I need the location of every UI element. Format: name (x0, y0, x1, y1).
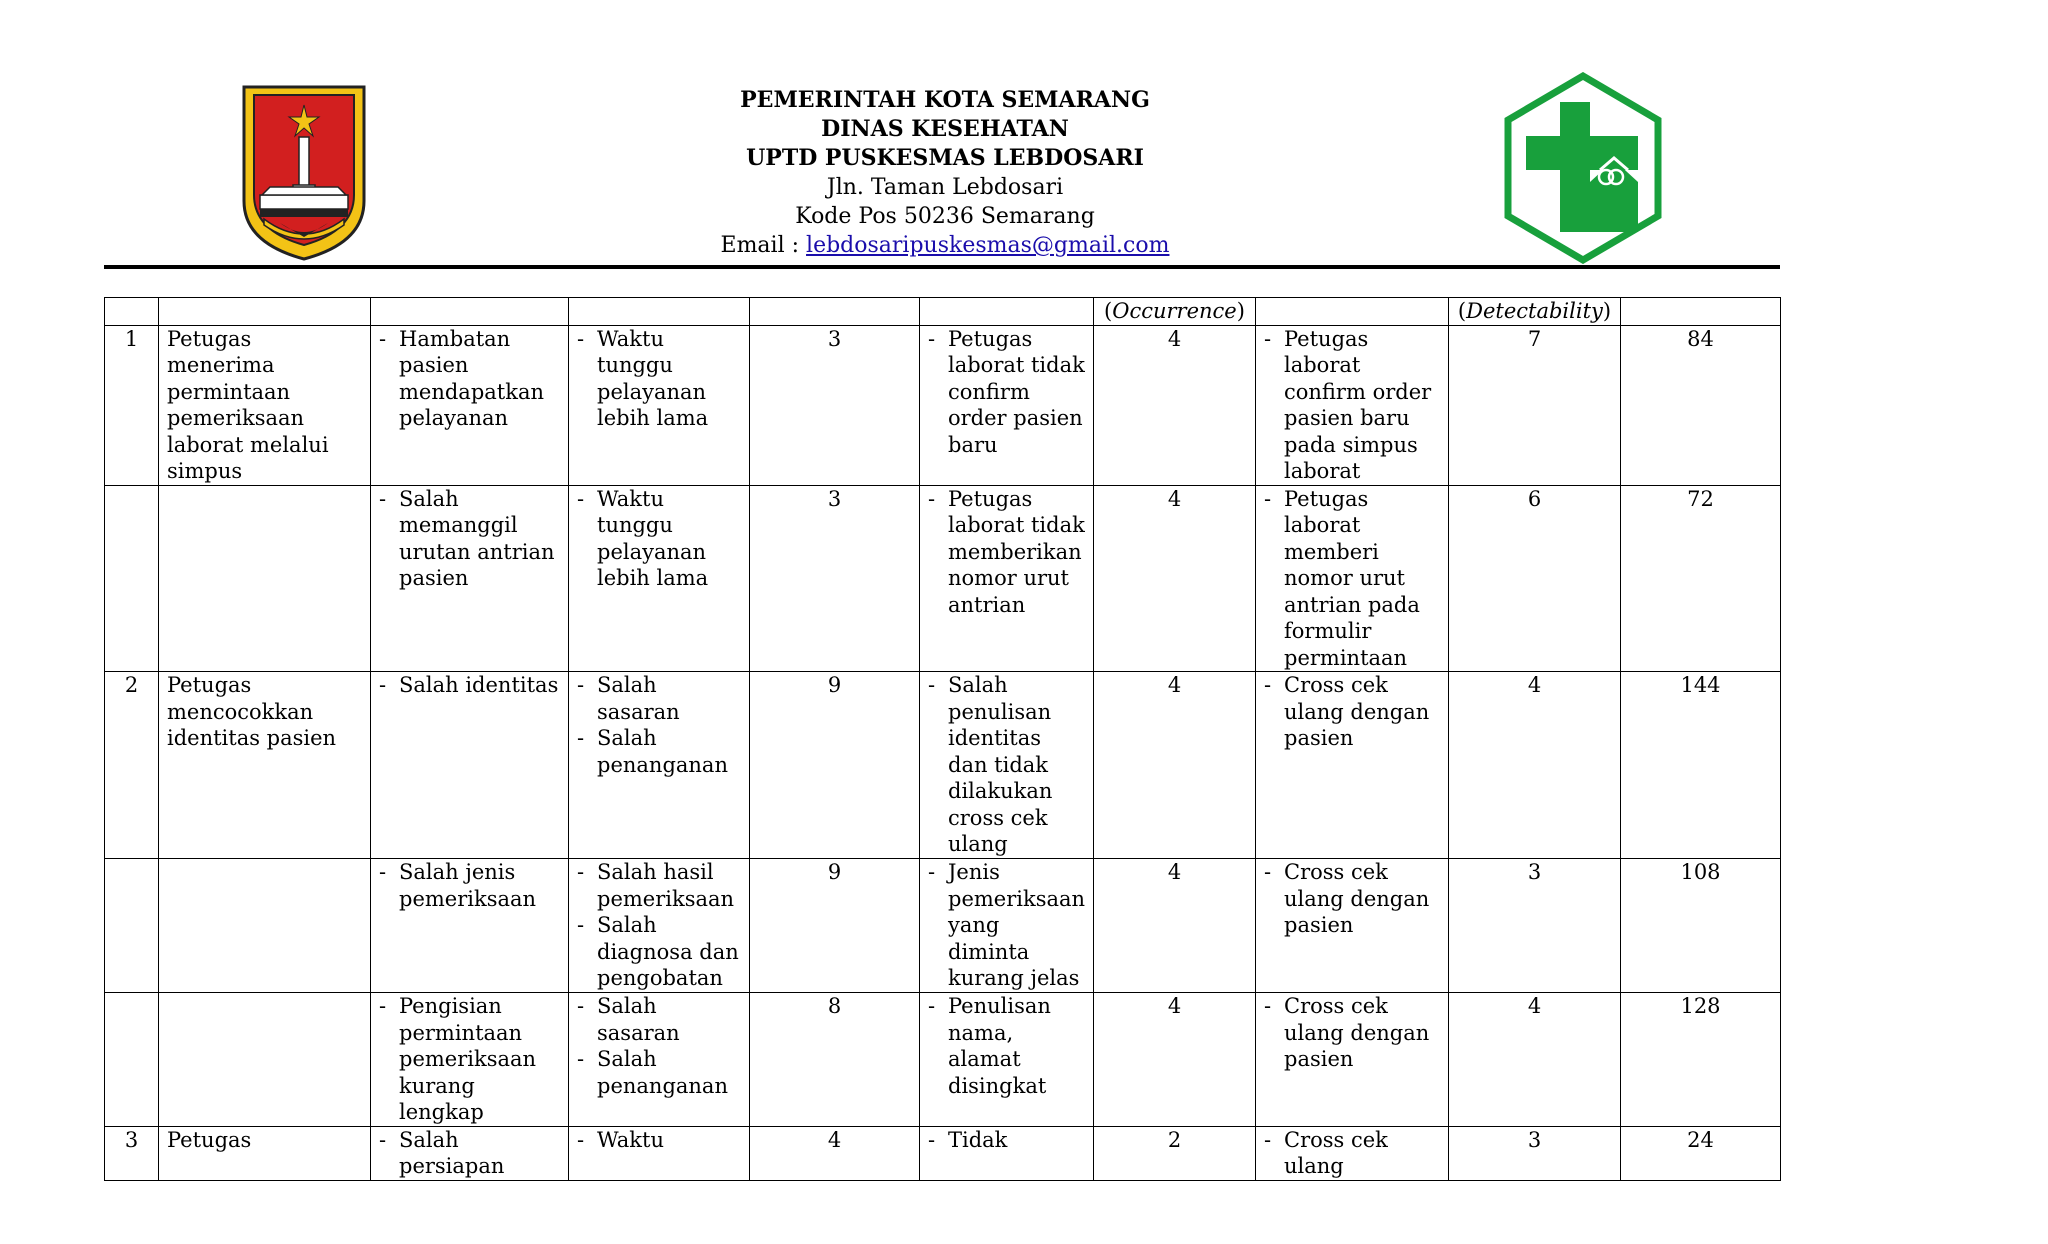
failure-cause (920, 325, 1094, 485)
header-cell (1256, 298, 1449, 326)
rpn-value: 144 (1621, 672, 1781, 859)
fmea-table-body (105, 325, 1781, 1180)
table-row (105, 325, 1781, 485)
failure-effect-list (577, 486, 741, 592)
paren-close: ) (1602, 299, 1612, 323)
letterhead-government: PEMERINTAH KOTA SEMARANG (740, 87, 1150, 113)
failure-mode-list (379, 993, 560, 1126)
process-activity: Petugas mencocokkan identitas pasien (159, 672, 371, 859)
puskesmas-logo-icon (1502, 72, 1664, 264)
list-item: - Salah penulisan identitas dan tidak dilakukan cross cek ulang (928, 672, 1085, 858)
list-item: - Salah sasaran (577, 672, 741, 725)
paren-open: ( (1457, 299, 1467, 323)
table-row (105, 859, 1781, 993)
current-control (1256, 672, 1449, 859)
failure-effect-list (577, 326, 741, 432)
list-item: - Salah sasaran (577, 993, 741, 1046)
detectability-value: 3 (1449, 1126, 1621, 1180)
row-number (105, 485, 159, 672)
letterhead-department: DINAS KESEHATAN (821, 116, 1069, 142)
occurrence-value: 2 (1094, 1126, 1256, 1180)
list-item: - Salah penanganan (577, 725, 741, 778)
list-item: - Cross cek ulang dengan pasien (1264, 859, 1440, 939)
letterhead-postal: Kode Pos 50236 Semarang (795, 204, 1095, 229)
list-item: - Cross cek ulang dengan pasien (1264, 672, 1440, 752)
list-item: - Jenis pemeriksaan yang diminta kurang jelas (928, 859, 1085, 992)
occurrence-value: 4 (1094, 993, 1256, 1127)
failure-cause-list (928, 486, 1085, 619)
failure-cause (920, 1126, 1094, 1180)
failure-mode-list (379, 859, 560, 912)
list-item: - Salah persiapan (379, 1127, 560, 1180)
occurrence-value: 4 (1094, 672, 1256, 859)
row-number: 1 (105, 325, 159, 485)
current-control-list (1264, 993, 1440, 1073)
row-number (105, 993, 159, 1127)
rpn-value: 84 (1621, 325, 1781, 485)
failure-cause-list (928, 859, 1085, 992)
letterhead-email-line (640, 231, 1250, 260)
failure-cause-list (928, 993, 1085, 1099)
list-item: - Cross cek ulang dengan pasien (1264, 993, 1440, 1073)
email-label: Email : (720, 233, 807, 258)
current-control (1256, 325, 1449, 485)
severity-value: 8 (750, 993, 920, 1127)
header-cell (159, 298, 371, 326)
failure-mode-list (379, 326, 560, 432)
list-item: - Petugas laborat tidak confirm order pasien baru (928, 326, 1085, 459)
failure-mode (371, 859, 569, 993)
paren-open: ( (1104, 299, 1113, 323)
header-cell (105, 298, 159, 326)
list-item: - Petugas laborat confirm order pasien baru pada simpus laborat (1264, 326, 1440, 485)
occurrence-label: Occurrence (1112, 299, 1237, 323)
list-item: - Salah hasil pemeriksaan (577, 859, 741, 912)
failure-mode-list (379, 486, 560, 592)
occurrence-value: 4 (1094, 485, 1256, 672)
current-control-list (1264, 859, 1440, 939)
header-cell (920, 298, 1094, 326)
process-activity (159, 859, 371, 993)
table-row (105, 1126, 1781, 1180)
letterhead (640, 86, 1250, 260)
failure-cause-list (928, 672, 1085, 858)
list-item: - Petugas laborat tidak memberikan nomor urut antrian (928, 486, 1085, 619)
detectability-value: 7 (1449, 325, 1621, 485)
email-link[interactable]: lebdosaripuskesmas@gmail.com (806, 233, 1170, 258)
table-row (105, 485, 1781, 672)
row-number (105, 859, 159, 993)
failure-effect (569, 1126, 750, 1180)
current-control-list (1264, 1127, 1440, 1180)
current-control-list (1264, 486, 1440, 672)
letterhead-address: Jln. Taman Lebdosari (826, 175, 1064, 200)
detectability-value: 4 (1449, 993, 1621, 1127)
list-item: - Waktu tunggu pelayanan lebih lama (577, 326, 741, 432)
severity-value: 9 (750, 859, 920, 993)
severity-value: 3 (750, 485, 920, 672)
paren-close: ) (1236, 299, 1245, 323)
failure-mode (371, 325, 569, 485)
failure-cause (920, 859, 1094, 993)
letterhead-divider (104, 265, 1780, 269)
current-control (1256, 1126, 1449, 1180)
failure-mode (371, 672, 569, 859)
list-item: - Hambatan pasien mendapatkan pelayanan (379, 326, 560, 432)
rpn-value: 24 (1621, 1126, 1781, 1180)
rpn-value: 72 (1621, 485, 1781, 672)
header-detectability (1449, 298, 1621, 326)
header-cell (569, 298, 750, 326)
list-item: - Salah diagnosa dan pengobatan (577, 912, 741, 992)
header-cell (750, 298, 920, 326)
letterhead-institution: UPTD PUSKESMAS LEBDOSARI (746, 145, 1144, 171)
fmea-table (104, 297, 1781, 1181)
current-control (1256, 859, 1449, 993)
list-item: - Petugas laborat memberi nomor urut antrian pada formulir permintaan (1264, 486, 1440, 672)
failure-effect-list (577, 993, 741, 1099)
list-item: - Penulisan nama, alamat disingkat (928, 993, 1085, 1099)
occurrence-value: 4 (1094, 859, 1256, 993)
failure-mode (371, 1126, 569, 1180)
severity-value: 3 (750, 325, 920, 485)
process-activity: Petugas (159, 1126, 371, 1180)
detectability-label: Detectability (1466, 299, 1603, 323)
failure-cause (920, 993, 1094, 1127)
row-number: 2 (105, 672, 159, 859)
list-item: - Cross cek ulang (1264, 1127, 1440, 1180)
list-item: - Salah memanggil urutan antrian pasien (379, 486, 560, 592)
table-header-row (105, 298, 1781, 326)
rpn-value: 128 (1621, 993, 1781, 1127)
failure-cause-list (928, 1127, 1085, 1154)
table-row (105, 993, 1781, 1127)
failure-effect (569, 672, 750, 859)
failure-effect (569, 485, 750, 672)
detectability-value: 6 (1449, 485, 1621, 672)
failure-effect (569, 859, 750, 993)
list-item: - Waktu (577, 1127, 741, 1154)
list-item: - Pengisian permintaan pemeriksaan kurang lengkap (379, 993, 560, 1126)
list-item: - Waktu tunggu pelayanan lebih lama (577, 486, 741, 592)
process-activity: Petugas menerima permintaan pemeriksaan laborat melalui simpus (159, 325, 371, 485)
failure-mode (371, 993, 569, 1127)
table-row (105, 672, 1781, 859)
failure-mode-list (379, 1127, 560, 1180)
failure-effect-list (577, 672, 741, 778)
detectability-value: 4 (1449, 672, 1621, 859)
detectability-value: 3 (1449, 859, 1621, 993)
process-activity (159, 485, 371, 672)
current-control (1256, 993, 1449, 1127)
rpn-value: 108 (1621, 859, 1781, 993)
failure-effect-list (577, 859, 741, 992)
failure-mode (371, 485, 569, 672)
row-number: 3 (105, 1126, 159, 1180)
header-occurrence (1094, 298, 1256, 326)
current-control (1256, 485, 1449, 672)
occurrence-value: 4 (1094, 325, 1256, 485)
header-cell (371, 298, 569, 326)
severity-value: 9 (750, 672, 920, 859)
list-item: - Tidak (928, 1127, 1085, 1154)
current-control-list (1264, 326, 1440, 485)
failure-cause (920, 485, 1094, 672)
failure-effect-list (577, 1127, 741, 1154)
failure-cause (920, 672, 1094, 859)
list-item: - Salah identitas (379, 672, 560, 699)
failure-effect (569, 993, 750, 1127)
list-item: - Salah penanganan (577, 1046, 741, 1099)
failure-cause-list (928, 326, 1085, 459)
failure-mode-list (379, 672, 560, 699)
list-item: - Salah jenis pemeriksaan (379, 859, 560, 912)
process-activity (159, 993, 371, 1127)
header-cell (1621, 298, 1781, 326)
severity-value: 4 (750, 1126, 920, 1180)
current-control-list (1264, 672, 1440, 752)
semarang-crest-icon (240, 83, 368, 263)
failure-effect (569, 325, 750, 485)
